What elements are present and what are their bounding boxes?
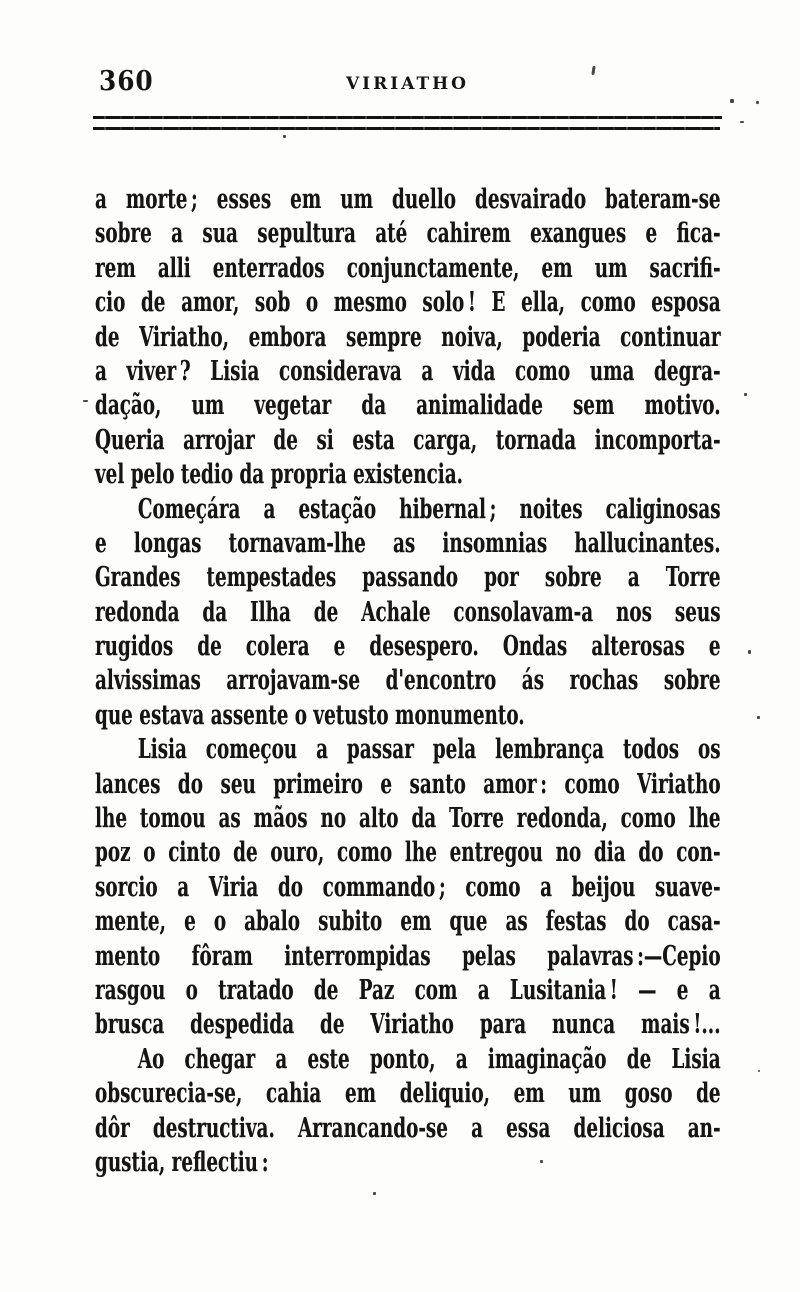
paper-speck — [744, 393, 747, 396]
running-title: VIRIATHO — [345, 74, 469, 94]
header-rule-bottom — [93, 127, 720, 130]
paper-speck — [758, 1070, 760, 1072]
paper-speck — [540, 1160, 543, 1163]
text-line: que estava assente o vetusto monumento. — [95, 699, 525, 731]
paper-speck — [83, 400, 88, 402]
text-line: mento fôram interrompidas pelas palavras :—Cepio — [95, 940, 721, 972]
text-line: Queria arrojar de si esta carga, tornada incomporta- — [95, 424, 721, 456]
paragraph — [95, 733, 720, 1043]
text-line: de Viriatho, embora sempre noiva, poderia continuar — [95, 321, 721, 353]
text-line: Grandes tempestades passando por sobre a Torre — [95, 562, 721, 594]
text-line: lances do seu primeiro e santo amor : como Viriatho — [95, 768, 721, 800]
text-line: brusca despedida de Viriatho para nunca mais !... — [95, 1009, 721, 1041]
paper-speck — [730, 99, 734, 103]
paper-speck — [757, 716, 760, 719]
text-line: obscurecia-se, cahia em deliquio, em um goso de — [95, 1078, 721, 1110]
text-line: lhe tomou as mãos no alto da Torre redonda, como lhe — [95, 803, 721, 835]
text-line: dôr destructiva. Arrancando-se a essa deliciosa an- — [95, 1112, 721, 1144]
text-line: rasgou o tratado de Paz com a Lusitania ! — e a — [95, 974, 721, 1006]
text-line: Começára a estação hibernal ; noites caliginosas — [137, 493, 721, 525]
text-line: poz o cinto de ouro, como lhe entregou no dia do con- — [95, 837, 721, 869]
paper-speck — [756, 101, 760, 105]
text-line: a morte ; esses em um duello desvairado bateram-se — [95, 184, 721, 215]
text-line: mente, e o abalo subito em que as festas do casa- — [95, 906, 721, 938]
text-block — [95, 183, 720, 1180]
text-line: cio de amor, sob o mesmo solo ! E ella, como esposa — [95, 287, 721, 319]
paper-speck — [748, 650, 751, 654]
text-line: Ao chegar a este ponto, a imaginação de Lisia — [137, 1043, 721, 1075]
text-line: redonda da Ilha de Achale consolavam-a nos seus — [95, 596, 721, 628]
text-line: sorcio a Viria do commando ; como a beijou suave- — [95, 871, 721, 903]
text-line: rugidos de colera e desespero. Ondas alterosas e — [95, 631, 721, 663]
page-number: 360 — [99, 66, 154, 97]
text-line: sobre a sua sepultura até cahirem exangues e fica- — [95, 218, 721, 250]
text-line: vel pelo tedio da propria existencia. — [95, 459, 464, 491]
text-line: rem alli enterrados conjunctamente, em um sacrifi- — [95, 252, 721, 284]
paper-speck — [740, 121, 744, 123]
text-line: a viver ? Lisia considerava a vida como uma degra- — [95, 355, 721, 387]
paper-speck — [283, 135, 286, 138]
paper-speck — [373, 1192, 376, 1195]
text-line: Lisia começou a passar pela lembrança todos os — [137, 734, 721, 766]
text-line: e longas tornavam-lhe as insomnias hallucinantes. — [95, 527, 721, 559]
paragraph — [95, 183, 720, 493]
header-rule-top — [93, 116, 722, 119]
text-line: gustia, reflectiu : — [95, 1146, 269, 1178]
text-line: dação, um vegetar da animalidade sem motivo. — [95, 390, 721, 422]
paragraph — [95, 1043, 720, 1181]
text-line: alvissimas arrojavam-se d'encontro ás rochas sobre — [95, 665, 721, 697]
paragraph — [95, 493, 720, 734]
